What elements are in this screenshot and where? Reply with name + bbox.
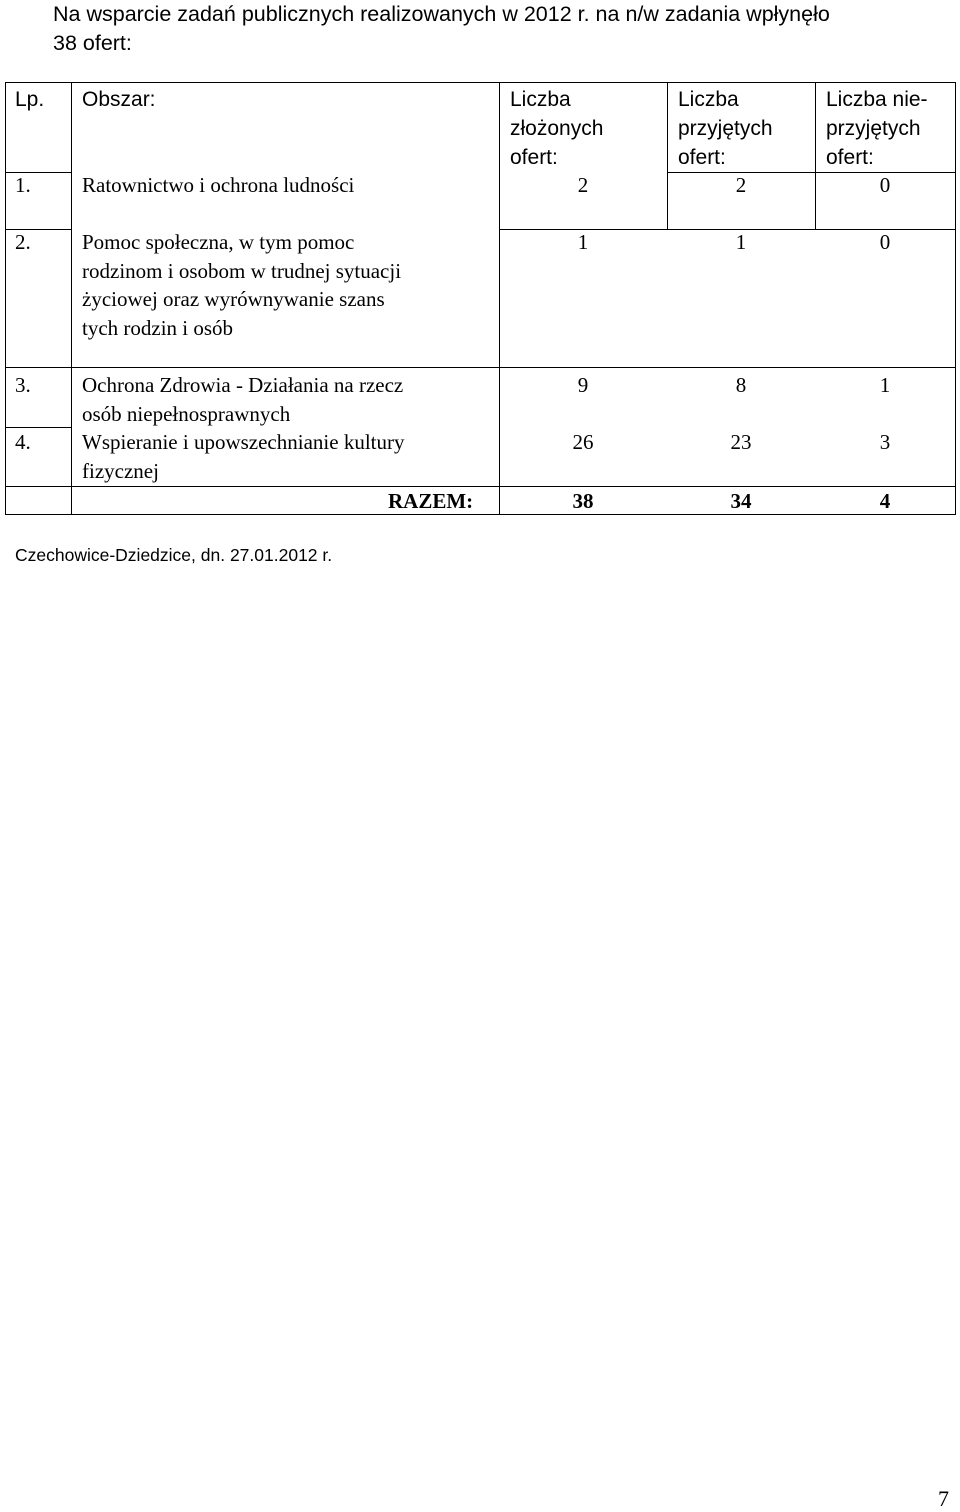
row-2-area: Pomoc społeczna, w tym pomoc rodzinom i osobom w trudnej sytuacji życiowej oraz wyrównywanie szans tych rodzin i osób: [82, 230, 402, 340]
row-1-accepted: 2: [735, 173, 747, 197]
place-and-date: Czechowice-Dziedzice, dn. 27.01.2012 r.: [15, 545, 333, 565]
total-accepted: 34: [730, 489, 752, 513]
row-4-rejected: 3: [879, 430, 891, 454]
row-3-rejected: 1: [879, 373, 891, 397]
total-submitted: 38: [572, 489, 594, 513]
row-3-lp: 3.: [15, 373, 31, 397]
heading-line-1: Na wsparcie zadań publicznych realizowanych w 2012 r. na n/w zadania wpłynęło: [53, 2, 830, 26]
row-4-accepted: 23: [730, 430, 752, 454]
row-3-area: Ochrona Zdrowia - Działania na rzecz osób niepełnosprawnych: [82, 373, 404, 426]
header-lp: Lp.: [15, 88, 45, 111]
document-heading: [53, 0, 933, 58]
row-2-submitted: 1: [577, 230, 589, 254]
row-1-area: Ratownictwo i ochrona ludności: [82, 173, 355, 197]
row-1-rejected: 0: [879, 173, 891, 197]
header-area: Obszar:: [82, 88, 156, 111]
header-submitted: Liczba złożonych ofert:: [510, 88, 604, 169]
row-4-area: Wspieranie i upowszechnianie kultury fizycznej: [82, 430, 405, 483]
row-2-accepted: 1: [735, 230, 747, 254]
page-number: 7: [938, 1486, 949, 1511]
row-4-lp: 4.: [15, 430, 31, 454]
row-3-submitted: 9: [577, 373, 589, 397]
row-3-accepted: 8: [735, 373, 747, 397]
total-label: RAZEM:: [388, 489, 474, 513]
heading-line-2: 38 ofert:: [53, 31, 132, 55]
offers-table: [5, 82, 956, 515]
row-1-submitted: 2: [577, 173, 589, 197]
header-accepted: Liczba przyjętych ofert:: [678, 88, 773, 169]
row-2-lp: 2.: [15, 230, 31, 254]
row-2-rejected: 0: [879, 230, 891, 254]
total-rejected: 4: [879, 489, 891, 513]
row-1-lp: 1.: [15, 173, 31, 197]
row-4-submitted: 26: [572, 430, 594, 454]
header-rejected: Liczba nie- przyjętych ofert:: [826, 88, 928, 169]
